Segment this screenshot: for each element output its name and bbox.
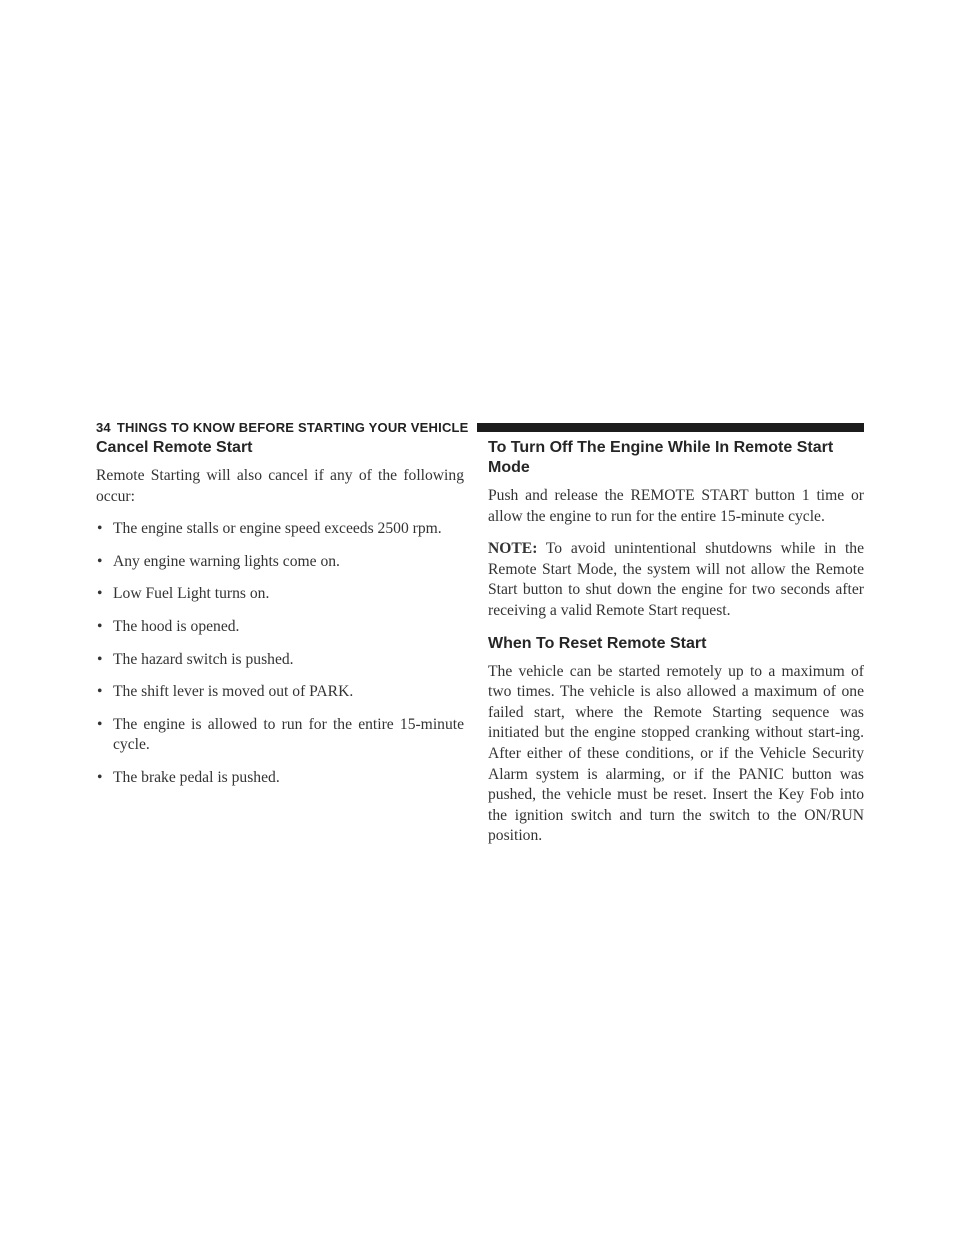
note-paragraph — [488, 539, 864, 621]
list-item-text: The hood is opened. — [113, 617, 240, 635]
list-item — [96, 715, 464, 756]
bullet-icon: • — [97, 768, 103, 786]
list-item-text: The brake pedal is pushed. — [113, 768, 280, 786]
list-item — [96, 519, 464, 540]
header-rule — [477, 423, 864, 432]
list-item — [96, 552, 464, 573]
note-label: NOTE: — [488, 540, 538, 558]
list-item — [96, 650, 464, 671]
heading-reset-remote-start: When To Reset Remote Start — [488, 634, 707, 652]
left-column — [96, 438, 464, 801]
running-header — [96, 419, 864, 435]
bullet-icon: • — [97, 585, 103, 603]
note-text: To avoid unintentional shutdowns while in the Remote Start Mode, the system will not allow the Remote Start button to shut down the engine for two seconds after receiving a valid Remote Start request. — [488, 540, 864, 619]
right-column — [488, 438, 864, 859]
bullet-icon: • — [97, 650, 103, 668]
list-item — [96, 584, 464, 605]
page-number: 34 — [96, 419, 111, 435]
bullet-icon: • — [97, 617, 103, 635]
bullet-icon: • — [97, 520, 103, 538]
section-title: THINGS TO KNOW BEFORE STARTING YOUR VEHICLE — [116, 419, 469, 435]
list-item-text: The engine is allowed to run for the entire 15-minute cycle. — [113, 715, 464, 754]
intro-paragraph: Remote Starting will also cancel if any of the following occur: — [96, 467, 464, 505]
heading-cancel-remote-start: Cancel Remote Start — [96, 439, 253, 456]
list-item — [96, 617, 464, 638]
heading-turn-off-engine: To Turn Off The Engine While In Remote Start Mode — [488, 439, 834, 476]
list-item — [96, 682, 464, 703]
bullet-icon: • — [97, 552, 103, 570]
reset-paragraph: The vehicle can be started remotely up to a maximum of two times. The vehicle is also allowed a maximum of one failed start, where the Remote Starting sequence was initiated but the engine stopped cranking without start-ing. After either of these conditions, or if the Vehicle Security Alarm system is alarming, or if the PANIC button was pushed, the vehicle must be reset. Insert the Key Fob into the ignition switch and turn the switch to the ON/RUN position. — [488, 662, 864, 845]
list-item-text: The shift lever is moved out of PARK. — [113, 683, 354, 701]
list-item-text: The hazard switch is pushed. — [113, 650, 294, 668]
bullet-icon: • — [97, 683, 103, 701]
list-item-text: Low Fuel Light turns on. — [113, 585, 270, 603]
list-item — [96, 768, 464, 789]
cancel-conditions-list — [96, 519, 464, 788]
list-item-text: The engine stalls or engine speed exceeds 2500 rpm. — [113, 520, 442, 538]
bullet-icon: • — [97, 715, 103, 733]
list-item-text: Any engine warning lights come on. — [113, 552, 340, 570]
turn-off-paragraph: Push and release the REMOTE START button 1 time or allow the engine to run for the entire 15-minute cycle. — [488, 487, 864, 525]
